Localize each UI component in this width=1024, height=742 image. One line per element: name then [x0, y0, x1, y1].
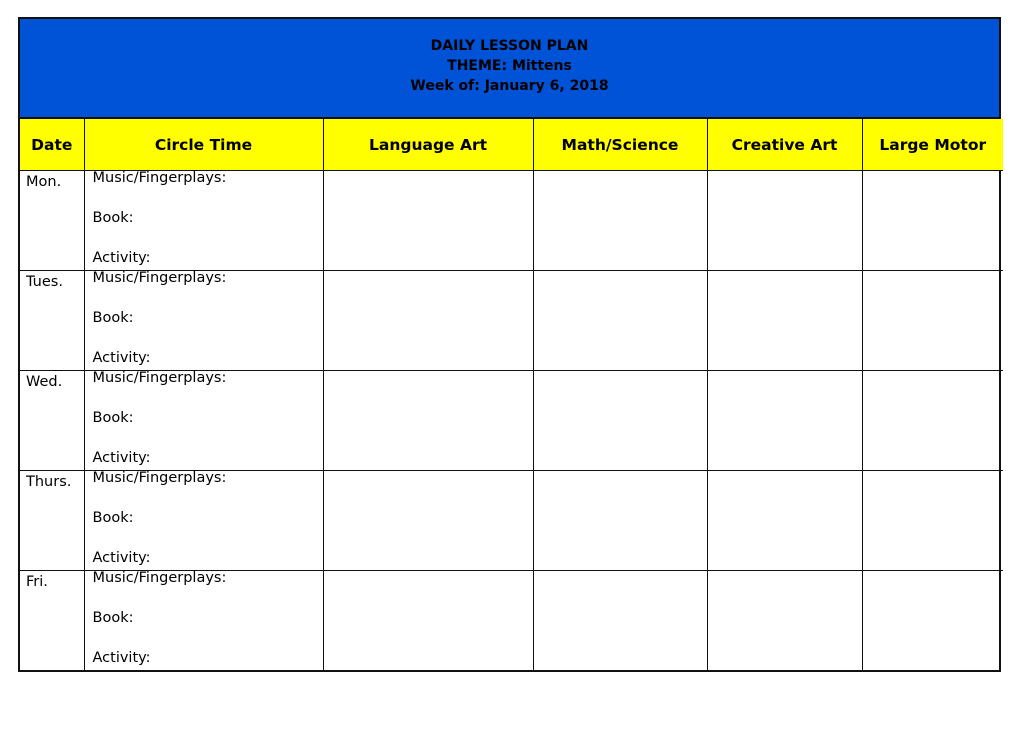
language-art-cell[interactable] — [323, 271, 533, 371]
music-label: Music/Fingerplays: — [92, 170, 227, 186]
day-cell: Tues. — [20, 271, 84, 371]
circle-time-cell[interactable] — [84, 171, 323, 271]
math-science-cell[interactable] — [533, 171, 707, 271]
book-label: Book: — [92, 510, 134, 526]
math-science-cell[interactable] — [533, 571, 707, 671]
title-banner — [20, 19, 999, 119]
creative-art-cell[interactable] — [707, 371, 862, 471]
col-header-language-art: Language Art — [323, 119, 533, 171]
circle-time-cell[interactable] — [84, 571, 323, 671]
language-art-cell[interactable] — [323, 471, 533, 571]
activity-label: Activity: — [92, 550, 151, 566]
music-label: Music/Fingerplays: — [92, 570, 227, 586]
lesson-table — [20, 119, 1003, 670]
header-row — [20, 119, 1003, 171]
day-cell: Fri. — [20, 571, 84, 671]
day-cell: Thurs. — [20, 471, 84, 571]
large-motor-cell[interactable] — [862, 271, 1003, 371]
creative-art-cell[interactable] — [707, 571, 862, 671]
table-row — [20, 371, 1003, 471]
language-art-cell[interactable] — [323, 171, 533, 271]
music-label: Music/Fingerplays: — [92, 370, 227, 386]
plan-theme: THEME: Mittens — [447, 58, 572, 74]
music-label: Music/Fingerplays: — [92, 470, 227, 486]
music-label: Music/Fingerplays: — [92, 270, 227, 286]
col-header-circle-time: Circle Time — [84, 119, 323, 171]
circle-time-cell[interactable] — [84, 471, 323, 571]
book-label: Book: — [92, 210, 134, 226]
table-row — [20, 171, 1003, 271]
activity-label: Activity: — [92, 350, 151, 366]
table-row — [20, 271, 1003, 371]
activity-label: Activity: — [92, 250, 151, 266]
circle-time-cell[interactable] — [84, 371, 323, 471]
book-label: Book: — [92, 610, 134, 626]
language-art-cell[interactable] — [323, 371, 533, 471]
large-motor-cell[interactable] — [862, 371, 1003, 471]
plan-title: DAILY LESSON PLAN — [430, 38, 589, 54]
table-row — [20, 571, 1003, 671]
day-cell: Mon. — [20, 171, 84, 271]
day-cell: Wed. — [20, 371, 84, 471]
col-header-date: Date — [20, 119, 84, 171]
large-motor-cell[interactable] — [862, 171, 1003, 271]
creative-art-cell[interactable] — [707, 471, 862, 571]
col-header-math-science: Math/Science — [533, 119, 707, 171]
activity-label: Activity: — [92, 450, 151, 466]
col-header-creative-art: Creative Art — [707, 119, 862, 171]
math-science-cell[interactable] — [533, 471, 707, 571]
math-science-cell[interactable] — [533, 371, 707, 471]
book-label: Book: — [92, 410, 134, 426]
activity-label: Activity: — [92, 650, 151, 666]
creative-art-cell[interactable] — [707, 271, 862, 371]
circle-time-cell[interactable] — [84, 271, 323, 371]
table-row — [20, 471, 1003, 571]
lesson-plan-sheet — [18, 17, 1001, 672]
math-science-cell[interactable] — [533, 271, 707, 371]
col-header-large-motor: Large Motor — [862, 119, 1003, 171]
creative-art-cell[interactable] — [707, 171, 862, 271]
plan-week: Week of: January 6, 2018 — [410, 78, 609, 94]
large-motor-cell[interactable] — [862, 471, 1003, 571]
book-label: Book: — [92, 310, 134, 326]
language-art-cell[interactable] — [323, 571, 533, 671]
large-motor-cell[interactable] — [862, 571, 1003, 671]
